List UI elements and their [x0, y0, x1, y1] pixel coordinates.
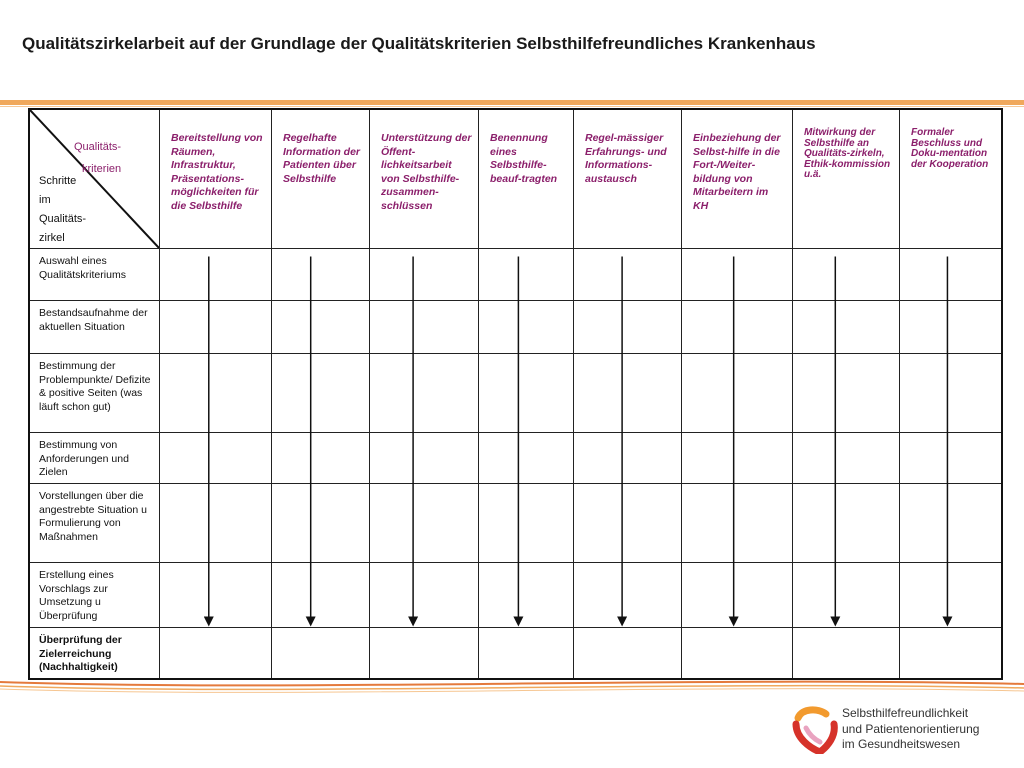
matrix-cell	[370, 433, 479, 484]
header-row	[29, 109, 1002, 249]
step-label: Bestandsaufnahme der aktuellen Situation	[29, 301, 160, 354]
header-divider	[0, 100, 1024, 105]
criteria-label-line: Qualitäts-	[74, 141, 122, 153]
matrix-cell	[160, 354, 272, 433]
page-title: Qualitätszirkelarbeit auf der Grundlage der Qualitätskriterien Selbsthilfefreundliches Krankenhaus	[22, 34, 816, 53]
header-divider-thin	[0, 106, 1024, 107]
step-label: Bestimmung von Anforderungen und Zielen	[29, 433, 160, 484]
matrix-cell	[900, 249, 1002, 301]
step-label: Erstellung eines Vorschlags zur Umsetzung u Überprüfung	[29, 563, 160, 628]
steps-label-line: im	[39, 194, 51, 206]
matrix-cell	[370, 484, 479, 563]
logo-wordmark	[842, 706, 979, 753]
matrix-cell	[793, 484, 900, 563]
matrix-cell	[160, 249, 272, 301]
quality-circle-matrix	[28, 108, 1003, 680]
matrix-cell	[682, 563, 793, 628]
matrix-cell	[272, 354, 370, 433]
matrix-cell	[793, 354, 900, 433]
matrix-cell	[574, 301, 682, 354]
criterion-header: Formaler Beschluss und Doku-mentation der Kooperation	[900, 109, 1002, 249]
matrix-cell	[682, 433, 793, 484]
criterion-header: Einbeziehung der Selbst-hilfe in die Fort-/Weiter-bildung von Mitarbeitern im KH	[682, 109, 793, 249]
matrix-cell	[793, 563, 900, 628]
matrix-cell	[272, 433, 370, 484]
matrix-cell	[370, 301, 479, 354]
table-row	[29, 249, 1002, 301]
heart-logo-icon	[792, 706, 838, 754]
matrix-cell	[900, 354, 1002, 433]
step-label: Vorstellungen über die angestrebte Situation u Formulierung von Maßnahmen	[29, 484, 160, 563]
matrix-cell	[574, 433, 682, 484]
criterion-header: Mitwirkung der Selbsthilfe an Qualitäts-zirkeln, Ethik-kommission u.ä.	[793, 109, 900, 249]
table-row	[29, 354, 1002, 433]
steps-label-line: Schritte	[39, 175, 77, 187]
steps-axis-label	[39, 172, 86, 248]
table-row	[29, 563, 1002, 628]
matrix-cell	[160, 301, 272, 354]
matrix-cell	[682, 301, 793, 354]
matrix-cell	[272, 563, 370, 628]
matrix-cell	[574, 484, 682, 563]
matrix-cell	[370, 249, 479, 301]
matrix-cell	[479, 249, 574, 301]
steps-label-line: Qualitäts-	[39, 213, 87, 225]
table-row	[29, 301, 1002, 354]
step-label: Bestimmung der Problempunkte/ Defizite & positive Seiten (was läuft schon gut)	[29, 354, 160, 433]
decorative-swoosh	[0, 670, 1024, 700]
matrix-cell	[479, 563, 574, 628]
criterion-header: Regel-mässiger Erfahrungs- und Informations-austausch	[574, 109, 682, 249]
matrix-cell	[370, 563, 479, 628]
table-row	[29, 484, 1002, 563]
criterion-header: Benennung eines Selbsthilfe-beauf-tragten	[479, 109, 574, 249]
organization-logo	[792, 706, 1012, 758]
logo-line: und Patientenorientierung	[842, 721, 980, 736]
matrix-cell	[793, 433, 900, 484]
matrix-cell	[900, 563, 1002, 628]
matrix-cell	[160, 484, 272, 563]
matrix-cell	[479, 433, 574, 484]
matrix-cell	[900, 484, 1002, 563]
matrix-cell	[793, 249, 900, 301]
matrix-cell	[479, 354, 574, 433]
matrix-cell	[900, 433, 1002, 484]
matrix-cell	[160, 563, 272, 628]
logo-line: im Gesundheitswesen	[842, 737, 961, 751]
matrix-cell	[272, 249, 370, 301]
steps-label-line: zirkel	[39, 232, 65, 244]
matrix-cell	[272, 301, 370, 354]
matrix-cell	[479, 484, 574, 563]
criterion-header: Bereitstellung von Räumen, Infrastruktur, Präsentations-möglichkeiten für die Selbsthilfe	[160, 109, 272, 249]
criterion-header: Regelhafte Information der Patienten über Selbsthilfe	[272, 109, 370, 249]
matrix-cell	[574, 354, 682, 433]
matrix-cell	[900, 301, 1002, 354]
matrix-cell	[160, 433, 272, 484]
matrix-cell	[682, 484, 793, 563]
step-label: Überprüfung der Zielerreichung (Nachhaltigkeit)	[29, 628, 160, 679]
matrix-cell	[574, 249, 682, 301]
matrix-cell	[574, 563, 682, 628]
matrix-cell	[682, 249, 793, 301]
matrix-cell	[479, 301, 574, 354]
table-row	[29, 433, 1002, 484]
matrix-cell	[682, 354, 793, 433]
matrix-cell	[793, 301, 900, 354]
step-label: Auswahl eines Qualitätskriteriums	[29, 249, 160, 301]
corner-cell	[29, 109, 160, 249]
matrix-cell	[272, 484, 370, 563]
logo-line: Selbsthilfefreundlichkeit	[842, 706, 969, 720]
criterion-header: Unterstützung der Öffent-lichkeitsarbeit von Selbsthilfe-zusammen-schlüssen	[370, 109, 479, 249]
criteria-label-line: kriterien	[82, 163, 122, 175]
matrix-cell	[370, 354, 479, 433]
